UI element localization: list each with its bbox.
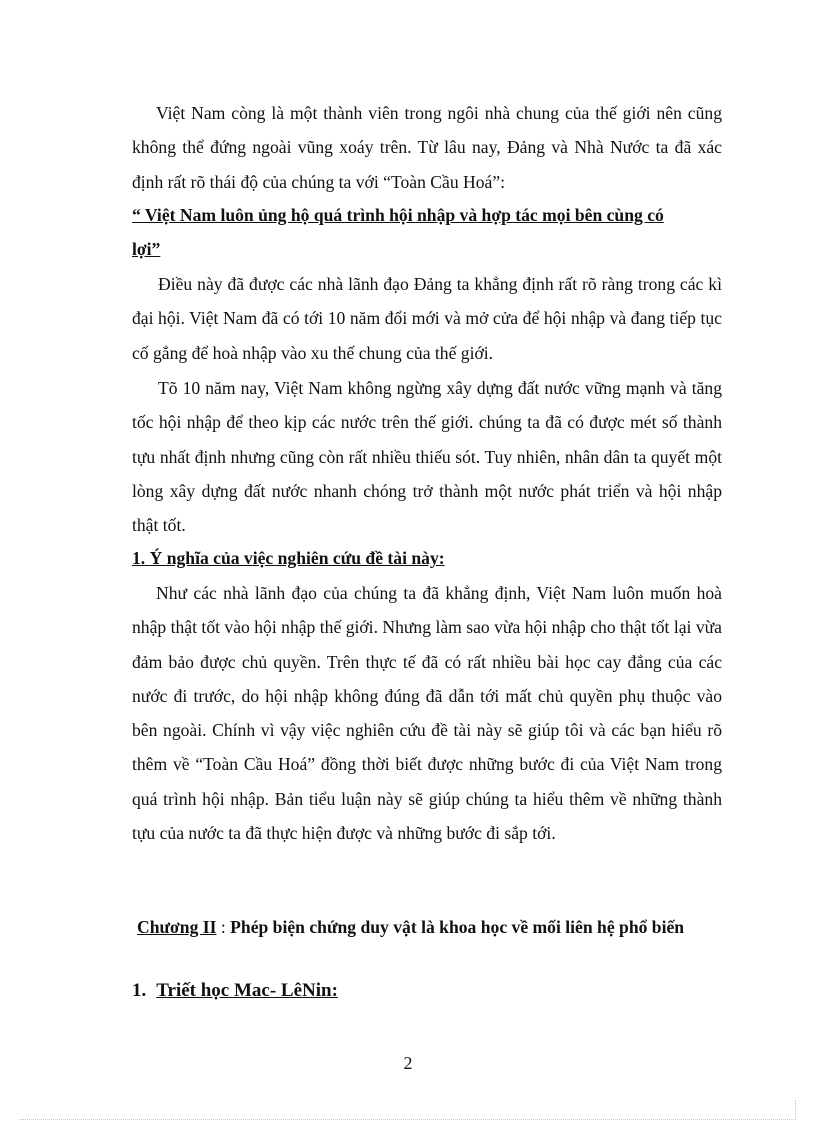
quote-line-2: lợi”	[132, 239, 161, 259]
paragraph-ten-years: Tõ 10 năm nay, Việt Nam không ngừng xây dựng đất nước vững mạnh và tăng tốc hội nhập để theo kịp các nước trên thế giới. chúng ta đã có được mét số thành tựu nhất định nhưng cũng còn rất nhiều thiếu sót. Tuy nhiên, nhân dân ta quyết một lòng xây dựng đất nước nhanh chóng trở thành một nước phát triển và hội nhập thật tốt.	[132, 378, 722, 536]
chapter-heading	[137, 917, 684, 938]
quote-line-1: “ Việt Nam luôn ủng hộ quá trình hội nhập và hợp tác mọi bên cùng có	[132, 205, 664, 225]
subsection-title: Triết học Mac- LêNin:	[156, 980, 338, 1001]
page-border-right	[795, 1100, 796, 1120]
chapter-separator: :	[216, 917, 231, 937]
section-heading-significance: 1. Ý nghĩa của việc nghiên cứu đề tài này:	[132, 548, 445, 568]
chapter-title: Phép biện chứng duy vật là khoa học về mối liên hệ phổ biến	[230, 917, 685, 937]
subsection-number: 1.	[132, 980, 147, 1001]
subsection-heading	[132, 980, 338, 1002]
page-border-bottom	[20, 1119, 796, 1120]
page-number: 2	[403, 1053, 413, 1073]
paragraph-party: Điều này đã được các nhà lãnh đạo Đảng ta khẳng định rất rõ ràng trong các kì đại hội. Việt Nam đã có tới 10 năm đổi mới và mở cửa để hội nhập và đang tiếp tục cố gắng để hoà nhập vào xu thế chung của thế giới.	[132, 274, 722, 363]
paragraph-significance: Như các nhà lãnh đạo của chúng ta đã khẳng định, Việt Nam luôn muốn hoà nhập thật tốt vào hội nhập thế giới. Nhưng làm sao vừa hội nhập cho thật tốt lại vừa đảm bảo được chủ quyền. Trên thực tế đã có rất nhiều bài học cay đắng của các nước đi trước, do hội nhập không đúng đã dẫn tới mất chủ quyền phụ thuộc vào bên ngoài. Chính vì vậy việc nghiên cứu đề tài này sẽ giúp tôi và các bạn hiểu rõ thêm về “Toàn Cầu Hoá” đồng thời biết được những bước đi của Việt Nam trong quá trình hội nhập. Bản tiểu luận này sẽ giúp chúng ta hiểu thêm về những thành tựu của nước ta đã thực hiện được và những bước đi sắp tới.	[132, 583, 722, 844]
paragraph-intro: Việt Nam còng là một thành viên trong ngôi nhà chung của thế giới nên cũng không thể đứng ngoài vũng xoáy trên. Từ lâu nay, Đảng và Nhà Nước ta đã xác định rất rõ thái độ của chúng ta với “Toàn Cầu Hoá”:	[132, 103, 722, 192]
chapter-label: Chương II	[137, 917, 217, 937]
